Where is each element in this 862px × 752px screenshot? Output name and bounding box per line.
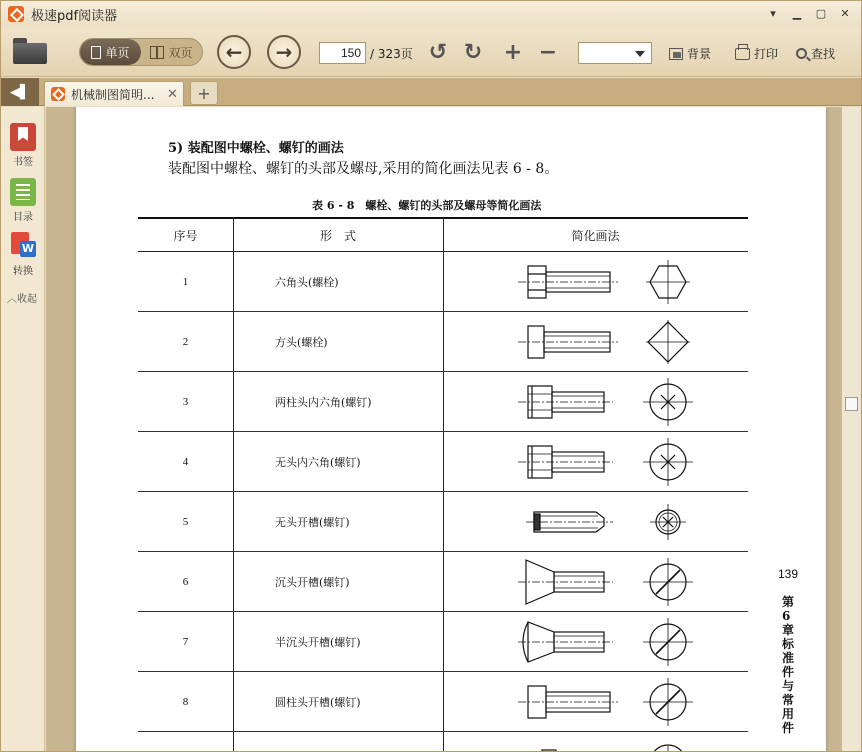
row-form: 圆柱头开槽(螺钉) [275, 695, 361, 709]
next-page-button[interactable] [267, 35, 301, 69]
row-number: 2 [182, 335, 189, 348]
hex-head-bolt-drawing [518, 252, 748, 311]
intro-paragraph: 装配图中螺栓、螺钉的头部及螺母,采用的简化画法见表 6 - 8。 [168, 161, 559, 177]
row-number: 4 [182, 455, 189, 468]
sidebar-item-bookmarks[interactable] [1, 123, 45, 168]
window-controls [765, 5, 853, 21]
search-label: 查找 [811, 47, 836, 61]
header-form: 形 式 [319, 228, 356, 243]
single-page-label: 单页 [105, 45, 130, 60]
tab-bar [1, 78, 861, 106]
background-icon [669, 48, 683, 60]
close-icon[interactable]: ✕ [840, 6, 850, 20]
table-row [138, 312, 748, 372]
minimize-icon[interactable]: ▁ [792, 6, 802, 20]
headless-slotted-screw-drawing [518, 492, 748, 551]
table-row [138, 552, 748, 612]
sidebar-toggle-button[interactable] [1, 78, 39, 106]
row-form: 无头开槽(螺钉) [275, 515, 350, 529]
sidebar-item-label: 目录 [13, 212, 33, 223]
tab-label: 机械制图简明... [71, 87, 155, 102]
arrow-left-icon: ← [225, 40, 243, 64]
pdf-file-icon [51, 87, 65, 101]
double-page-button[interactable] [141, 39, 202, 65]
new-tab-button[interactable] [190, 81, 218, 105]
plus-icon: + [197, 83, 211, 103]
chapter-margin-label: 第6章 标准件与常用件 [782, 595, 807, 735]
collapse-label: 收起 [17, 294, 37, 305]
row-number: 8 [182, 695, 189, 708]
header-no: 序号 [173, 228, 198, 243]
page-total: / 323页 [370, 47, 413, 61]
zoom-out-icon[interactable]: − [538, 39, 558, 65]
document-viewport[interactable] [46, 107, 841, 752]
toolbar [1, 27, 861, 77]
row-number: 5 [182, 515, 189, 528]
table-row-partial [138, 732, 748, 752]
table-row [138, 672, 748, 732]
rotate-left-icon[interactable]: ↺ [428, 39, 448, 65]
background-label: 背景 [687, 47, 712, 61]
toc-icon [10, 178, 36, 206]
zoom-select[interactable] [578, 42, 652, 64]
maximize-icon[interactable]: ▢ [815, 6, 827, 20]
menu-dropdown-icon[interactable]: ▾ [770, 6, 776, 20]
tab-close-icon[interactable]: ✕ [167, 86, 178, 102]
prev-page-button[interactable] [217, 35, 251, 69]
pdf-to-word-icon [10, 232, 36, 260]
table-row [138, 612, 748, 672]
row-form: 无头内六角(螺钉) [275, 455, 361, 469]
vertical-scrollbar[interactable] [841, 107, 861, 752]
row-form: 方头(螺栓) [275, 335, 328, 349]
header-drawing: 简化画法 [571, 228, 620, 243]
title-bar [1, 1, 861, 27]
partial-drawing [518, 732, 748, 752]
bookmark-icon [10, 123, 36, 151]
double-page-icon [150, 46, 164, 59]
chevron-up-icon: ︿ [7, 294, 17, 305]
row-form: 沉头开槽(螺钉) [275, 575, 350, 589]
arrow-right-icon: → [275, 40, 293, 64]
zoom-in-icon[interactable]: + [503, 39, 523, 65]
rotate-right-icon[interactable]: ↻ [463, 39, 483, 65]
search-button[interactable] [796, 45, 835, 62]
row-form: 两柱头内六角(螺钉) [275, 395, 372, 409]
row-number: 3 [182, 395, 189, 408]
cheese-head-screw-drawing [518, 672, 748, 731]
app-logo-icon [8, 6, 24, 22]
sidebar-item-label: 书签 [13, 157, 33, 168]
table-row [138, 252, 748, 312]
pdf-page [76, 107, 826, 752]
single-page-button[interactable] [80, 39, 141, 65]
table-row [138, 492, 748, 552]
tab-document[interactable] [44, 81, 184, 106]
background-button[interactable] [669, 45, 711, 62]
headless-socket-screw-drawing [518, 432, 748, 491]
double-page-label: 双页 [168, 45, 193, 60]
sidebar-item-convert[interactable] [1, 232, 45, 277]
row-form: 六角头(螺栓) [275, 275, 339, 289]
socket-head-screw-drawing [518, 372, 748, 431]
left-sidebar [1, 107, 45, 752]
scrollbar-thumb[interactable] [845, 397, 858, 411]
page-number: 139 [778, 567, 799, 581]
row-form: 半沉头开槽(螺钉) [275, 635, 361, 649]
table-row [138, 432, 748, 492]
print-label: 打印 [754, 47, 779, 61]
table-row [138, 372, 748, 432]
collapse-arrow-icon: ◀▌ [10, 84, 30, 100]
row-number: 7 [182, 635, 189, 648]
page-number-input[interactable] [319, 42, 366, 64]
view-mode-toggle [79, 38, 203, 66]
row-number: 6 [182, 575, 189, 588]
raised-countersunk-screw-drawing [518, 612, 748, 671]
collapse-sidebar-button[interactable] [7, 290, 37, 305]
countersunk-screw-drawing [518, 552, 748, 611]
search-icon [796, 48, 807, 59]
open-folder-icon[interactable] [13, 38, 47, 64]
section-heading: 5) 装配图中螺栓、螺钉的画法 [168, 141, 344, 156]
square-head-bolt-drawing [518, 312, 748, 371]
printer-icon [735, 48, 750, 60]
single-page-icon [91, 46, 101, 59]
row-number: 1 [182, 275, 189, 288]
print-button[interactable] [735, 45, 778, 62]
table-caption: 表 6 - 8 螺栓、螺钉的头部及螺母等简化画法 [312, 199, 542, 212]
window-title: 极速pdf阅读器 [31, 8, 118, 24]
sidebar-item-toc[interactable] [1, 178, 45, 223]
sidebar-item-label: 转换 [13, 266, 33, 277]
